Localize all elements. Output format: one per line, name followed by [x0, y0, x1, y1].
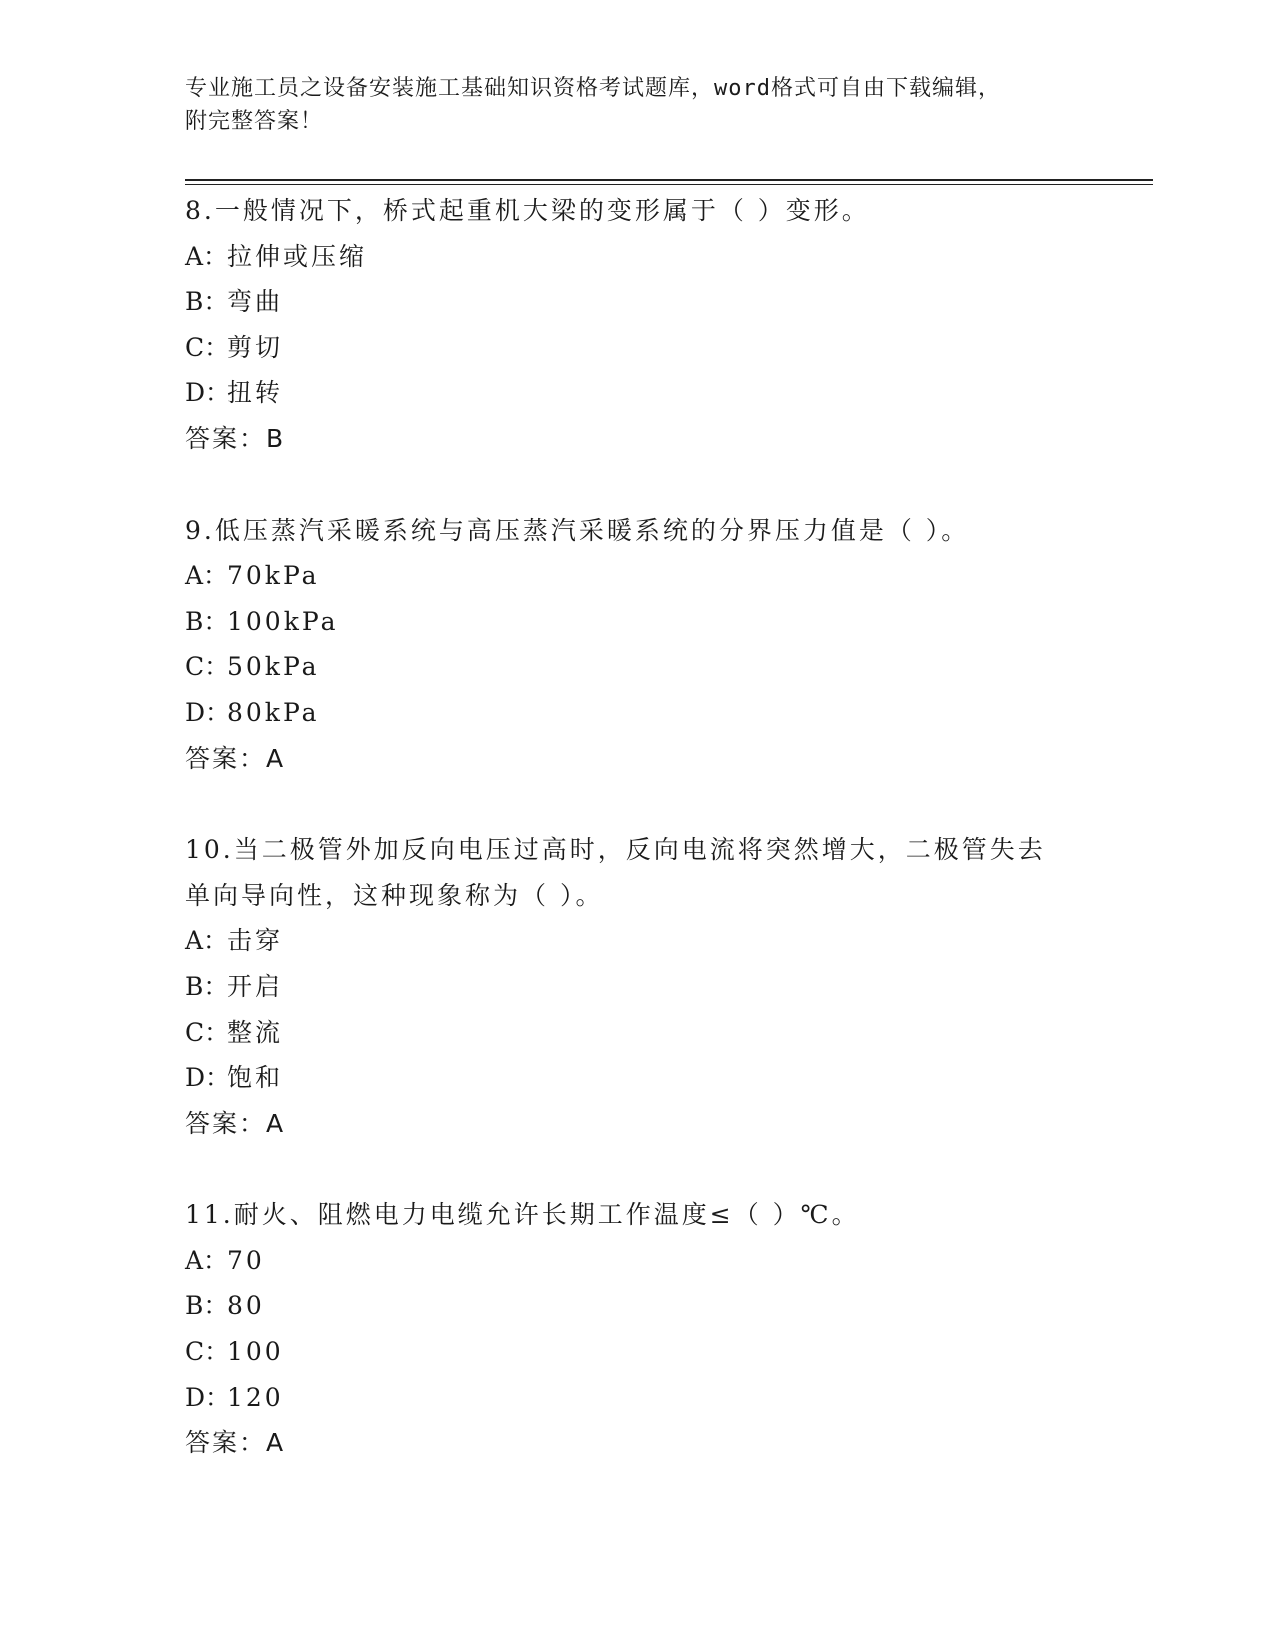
question-block: [185, 1192, 1105, 1466]
option-item: [185, 370, 1105, 416]
option-letter: D：: [185, 378, 231, 408]
option-item: [185, 553, 1105, 599]
option-item: [185, 1329, 1105, 1375]
option-text: 饱和: [227, 1063, 284, 1093]
option-letter: D：: [185, 697, 231, 727]
question-line: 10.当二极管外加反向电压过高时，反向电流将突然增大，二极管失去: [185, 835, 1046, 865]
option-letter: C：: [185, 1337, 230, 1367]
option-item: [185, 1238, 1105, 1284]
question-text: [185, 827, 1105, 918]
answer-line: 答案：B: [185, 423, 286, 453]
option-text: 80: [227, 1291, 265, 1321]
question-line: 9.低压蒸汽采暖系统与高压蒸汽采暖系统的分界压力值是（ ）。: [185, 515, 970, 545]
option-item: [185, 918, 1105, 964]
answer-line: 答案：A: [185, 1428, 286, 1458]
option-item: [185, 325, 1105, 371]
option-text: 120: [227, 1382, 284, 1412]
question-text: [185, 1192, 1105, 1238]
question-block: [185, 188, 1105, 462]
option-item: [185, 1055, 1105, 1101]
option-letter: B：: [185, 971, 229, 1001]
answer-line: 答案：A: [185, 743, 286, 773]
question-text: [185, 188, 1105, 234]
option-item: [185, 279, 1105, 325]
question-block: [185, 508, 1105, 782]
option-item: [185, 1375, 1105, 1421]
option-text: 100: [227, 1337, 284, 1367]
header-line-1: 专业施工员之设备安装施工基础知识资格考试题库，word格式可自由下载编辑，: [185, 76, 1001, 101]
option-text: 70kPa: [227, 561, 320, 591]
option-letter: A：: [185, 1245, 229, 1275]
option-letter: B：: [185, 606, 229, 636]
option-text: 70: [227, 1245, 265, 1275]
question-line: 8.一般情况下，桥式起重机大梁的变形属于（ ）变形。: [185, 196, 870, 225]
option-text: 开启: [227, 971, 284, 1001]
question-text: [185, 508, 1105, 554]
option-text: 100kPa: [227, 606, 339, 636]
option-text: 扭转: [227, 378, 284, 408]
document-header: [185, 72, 1065, 138]
option-letter: C：: [185, 332, 230, 362]
question-block: [185, 827, 1105, 1146]
option-letter: A：: [185, 241, 229, 271]
option-text: 50kPa: [227, 652, 320, 682]
answer-line: 答案：A: [185, 1108, 286, 1138]
option-letter: D：: [185, 1063, 231, 1093]
option-letter: B：: [185, 1291, 229, 1321]
option-letter: B：: [185, 287, 229, 317]
option-letter: D：: [185, 1382, 231, 1412]
option-letter: C：: [185, 1017, 230, 1047]
question-line: 单向导向性，这种现象称为（ ）。: [185, 880, 604, 910]
option-item: [185, 690, 1105, 736]
option-item: [185, 234, 1105, 280]
option-text: 整流: [227, 1017, 284, 1047]
option-item: [185, 1283, 1105, 1329]
header-divider-thin: [185, 184, 1153, 185]
question-line: 11.耐火、阻燃电力电缆允许长期工作温度≤（ ）℃。: [185, 1200, 860, 1230]
header-divider-thick: [185, 179, 1153, 181]
option-text: 弯曲: [227, 287, 284, 317]
option-item: [185, 599, 1105, 645]
header-line-2: 附完整答案！: [185, 109, 324, 134]
option-item: [185, 1010, 1105, 1056]
option-item: [185, 964, 1105, 1010]
option-letter: A：: [185, 926, 229, 956]
option-letter: C：: [185, 652, 230, 682]
option-text: 拉伸或压缩: [227, 241, 368, 271]
option-text: 剪切: [227, 332, 284, 362]
option-text: 击穿: [227, 926, 284, 956]
question-list: [185, 188, 1105, 1512]
option-letter: A：: [185, 561, 229, 591]
option-item: [185, 644, 1105, 690]
option-text: 80kPa: [227, 697, 320, 727]
